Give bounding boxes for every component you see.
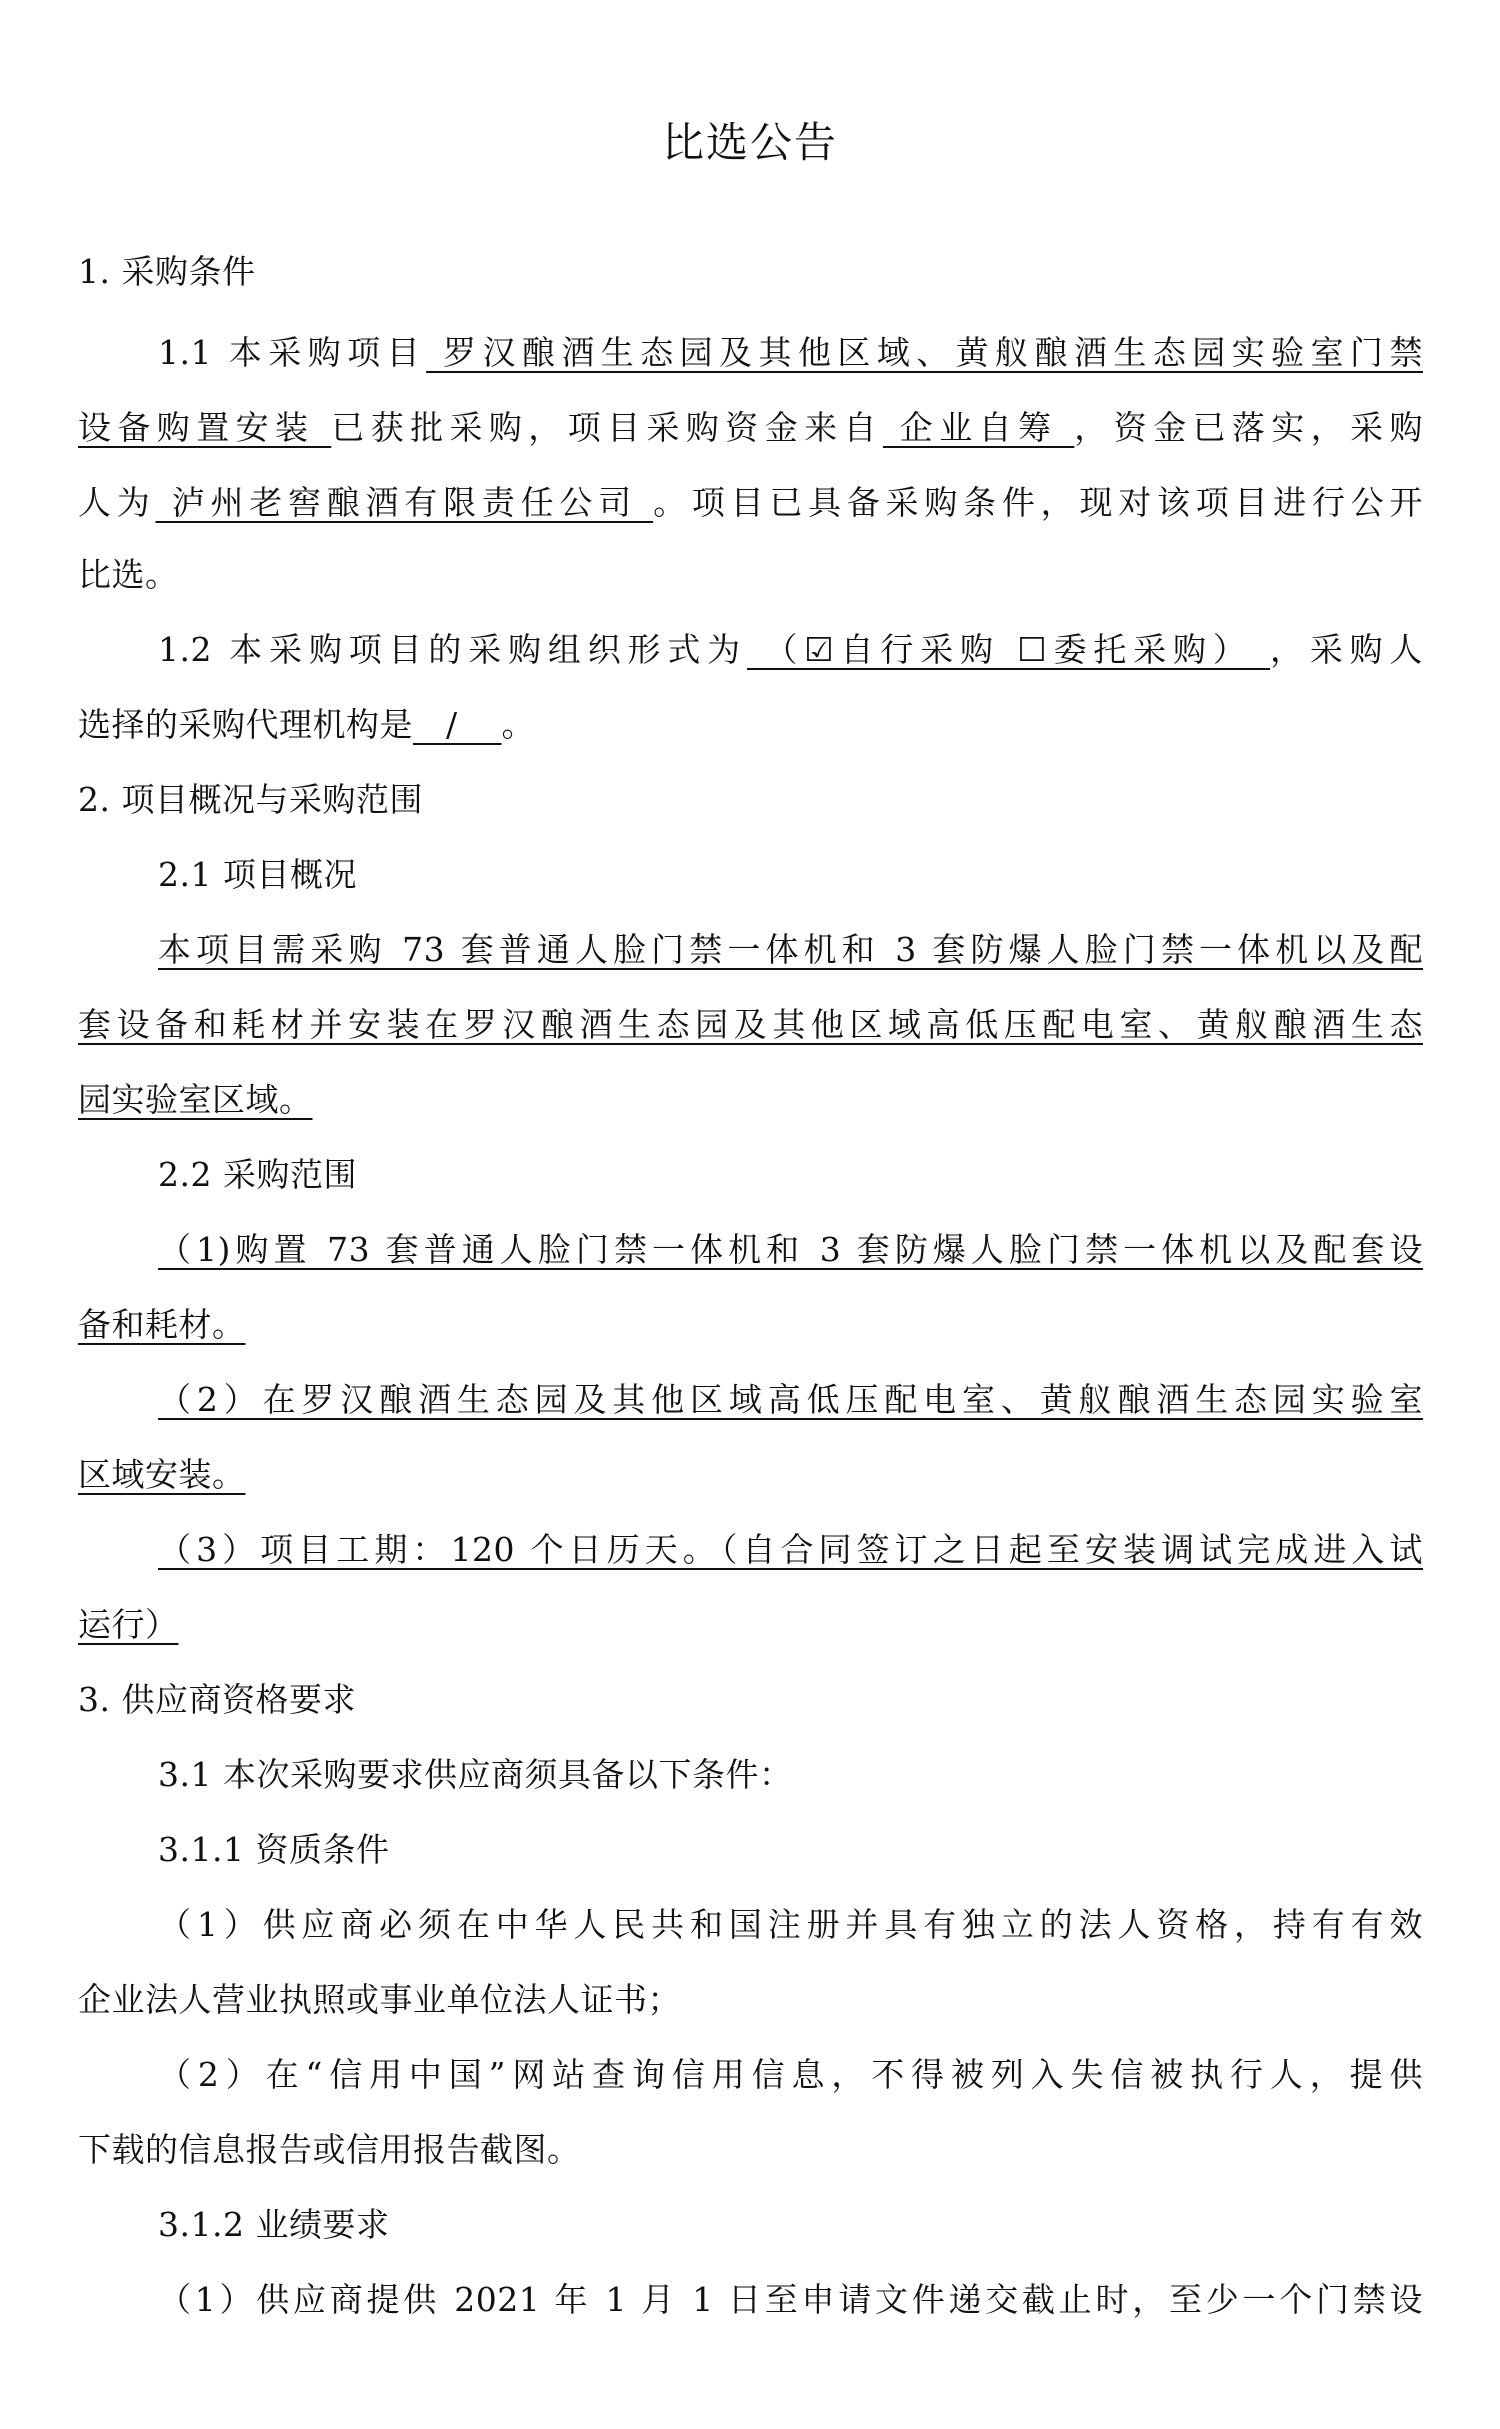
scope-item-1-line-1 — [158, 1230, 1423, 1270]
scope-item-2-line-2 — [78, 1455, 1423, 1495]
qualification-item-1-line-1: （1）供应商必须在中华人民共和国注册并具有独立的法人资格，持有有效 — [158, 1905, 1423, 1944]
procurement-form-options: （☑自行采购 ☐委托采购） — [747, 630, 1271, 669]
paragraph-1-1-line-2 — [78, 408, 1423, 448]
fund-source: 企业自筹 — [882, 408, 1075, 447]
scope-item-3-line-2 — [78, 1605, 1423, 1645]
overview-line-1 — [158, 930, 1423, 970]
scope-item-text: 运行） — [78, 1605, 179, 1644]
p1-2-suffix: ，采购人 — [1270, 630, 1424, 669]
overview-line-3 — [78, 1080, 1423, 1120]
scope-item-text: （2）在罗汉酿酒生态园及其他区域高低压配电室、黄舣酿酒生态园实验室 — [158, 1380, 1423, 1419]
overview-line-2 — [78, 1005, 1423, 1045]
scope-item-text: （1)购置 73 套普通人脸门禁一体机和 3 套防爆人脸门禁一体机以及配套设 — [158, 1230, 1423, 1269]
subsection-3-1-2-heading: 3.1.2 业绩要求 — [158, 2205, 390, 2244]
section-3-heading: 3. 供应商资格要求 — [78, 1680, 356, 1719]
paragraph-1-1-line-3 — [78, 483, 1423, 523]
purchaser-name: 泸州老窖酿酒有限责任公司 — [155, 483, 654, 522]
qualification-item-1-line-2: 企业法人营业执照或事业单位法人证书； — [78, 1980, 681, 2019]
project-name: 罗汉酿酒生态园及其他区域、黄舣酿酒生态园实验室门禁 — [426, 333, 1423, 372]
qualification-item-2-line-1: （2）在“信用中国”网站查询信用信息，不得被列入失信被执行人，提供 — [158, 2055, 1423, 2094]
page-title: 比选公告 — [661, 118, 838, 167]
paragraph-1-2-line-1 — [158, 630, 1423, 670]
p1-2-line2-prefix: 选择的采购代理机构是 — [78, 705, 413, 744]
paragraph-1-2-line-2 — [78, 705, 1423, 745]
scope-item-text: 区域安装。 — [78, 1455, 246, 1494]
subsection-2-2-heading: 2.2 采购范围 — [158, 1155, 357, 1194]
paragraph-1-1-line-1 — [158, 333, 1423, 373]
subsection-2-1-heading: 2.1 项目概况 — [158, 855, 357, 894]
section-1-heading: 1. 采购条件 — [78, 252, 256, 291]
scope-item-2-line-1 — [158, 1380, 1423, 1420]
overview-text: 套设备和耗材并安装在罗汉酿酒生态园及其他区域高低压配电室、黄舣酿酒生态 — [78, 1005, 1423, 1044]
agency-blank: / — [413, 705, 502, 744]
scope-item-text: （3）项目工期：120 个日历天。（自合同签订之日起至安装调试完成进入试 — [158, 1530, 1423, 1569]
p1-1-mid3: 人为 — [78, 483, 156, 522]
project-name-cont: 设备购置安装 — [78, 408, 332, 447]
overview-text: 本项目需采购 73 套普通人脸门禁一体机和 3 套防爆人脸门禁一体机以及配 — [158, 930, 1423, 969]
p1-1-prefix: 1.1 本采购项目 — [158, 333, 427, 372]
p1-2-prefix: 1.2 本采购项目的采购组织形式为 — [158, 630, 748, 669]
scope-item-3-line-1 — [158, 1530, 1423, 1570]
scope-item-1-line-2 — [78, 1305, 1423, 1345]
p1-1-mid2: ，资金已落实，采购 — [1074, 408, 1424, 447]
qualification-item-2-line-2: 下载的信息报告或信用报告截图。 — [78, 2130, 581, 2169]
scope-item-text: 备和耗材。 — [78, 1305, 246, 1344]
p1-2-line2-suffix: 。 — [501, 705, 536, 744]
paragraph-1-1-line-4: 比选。 — [78, 555, 179, 594]
section-2-heading: 2. 项目概况与采购范围 — [78, 780, 423, 819]
subsection-3-1-1-heading: 3.1.1 资质条件 — [158, 1830, 390, 1869]
performance-item-1-line-1: （1）供应商提供 2021 年 1 月 1 日至申请文件递交截止时，至少一个门禁设 — [158, 2280, 1423, 2319]
subsection-3-1: 3.1 本次采购要求供应商须具备以下条件： — [158, 1755, 793, 1794]
p1-1-mid1: 已获批采购，项目采购资金来自 — [331, 408, 883, 447]
overview-text: 园实验室区域。 — [78, 1080, 313, 1119]
p1-1-mid4: 。项目已具备采购条件，现对该项目进行公开 — [653, 483, 1424, 522]
